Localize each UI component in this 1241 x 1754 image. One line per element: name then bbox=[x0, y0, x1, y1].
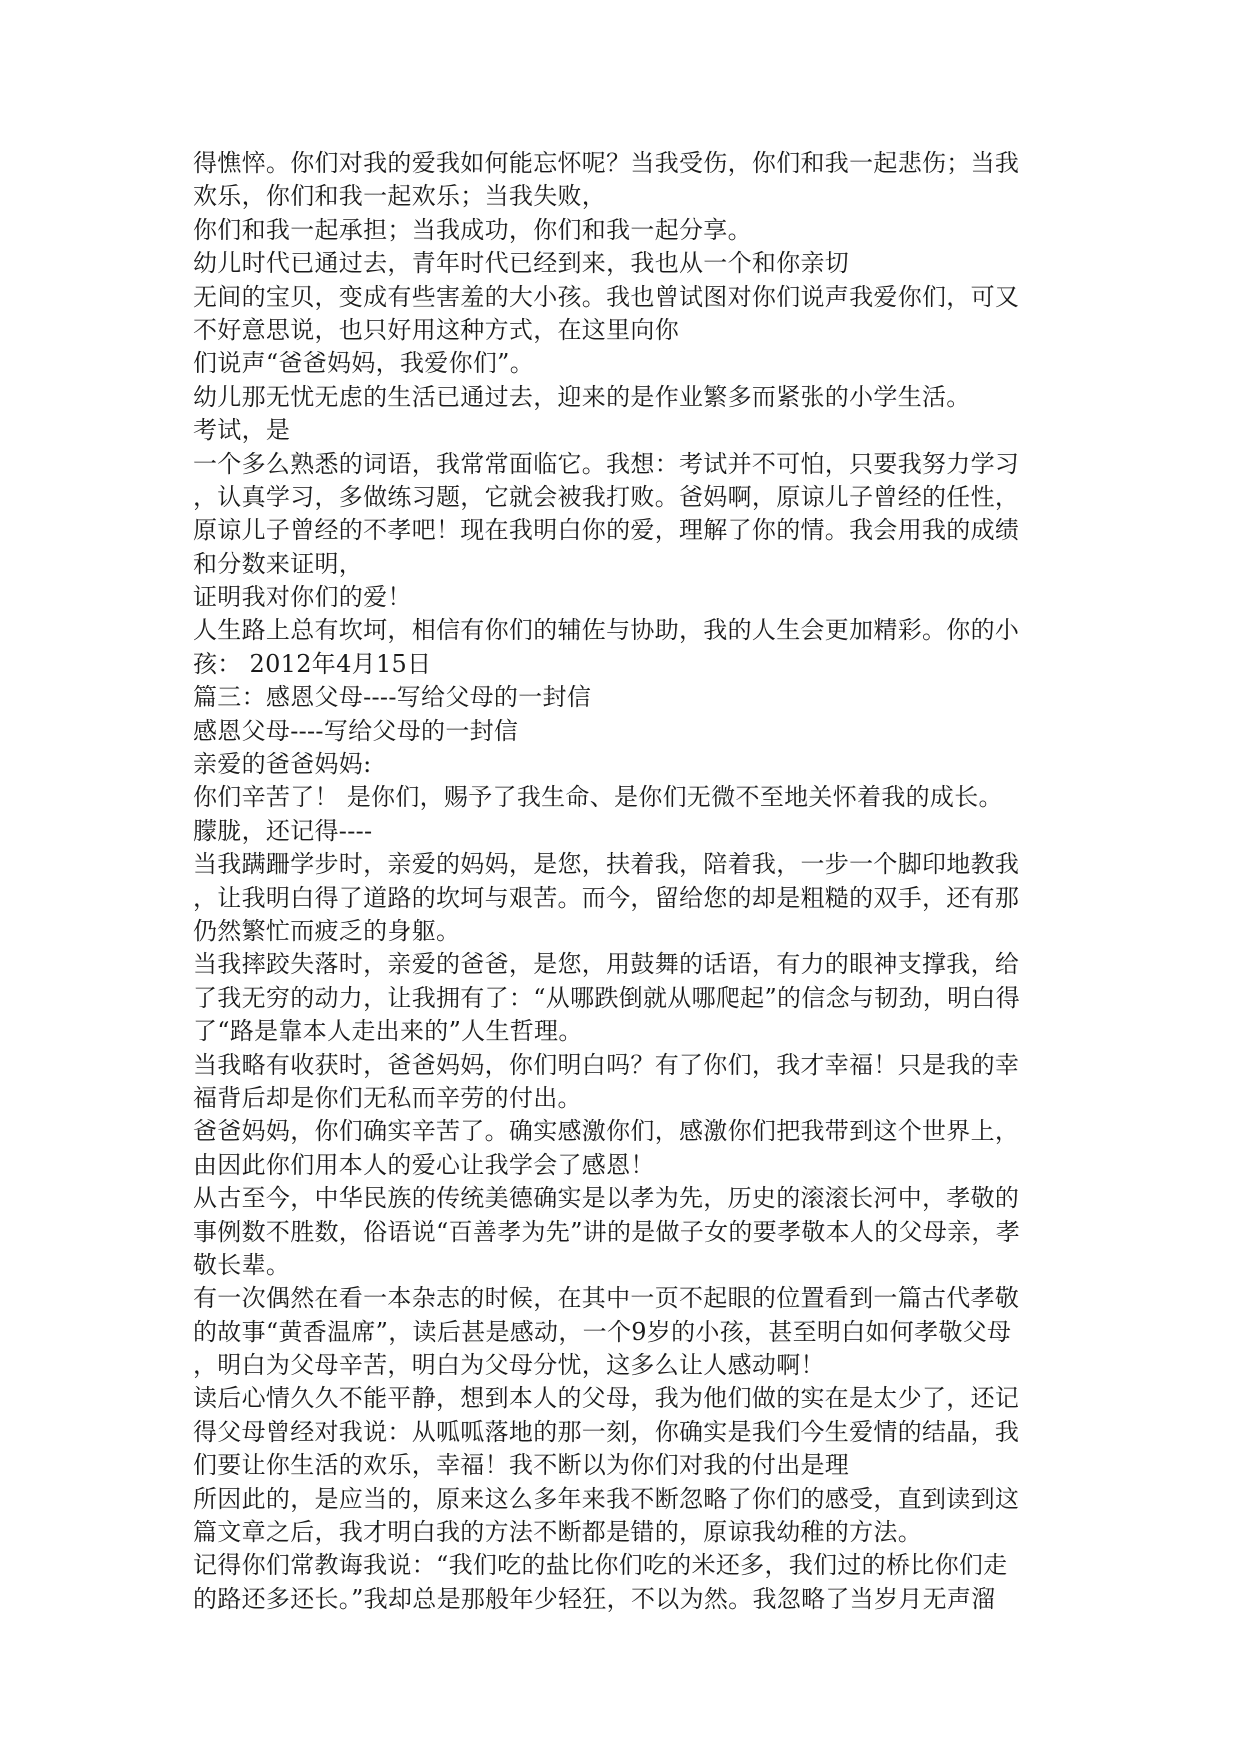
text-line: ，明白为父母辛苦，明白为父母分忧，这多么让人感动啊！ bbox=[193, 1351, 825, 1380]
text-line: 了“路是靠本人走出来的”人生哲理。 bbox=[193, 1017, 583, 1046]
text-line: 从古至今，中华民族的传统美德确实是以孝为先，历史的滚滚长河中，孝敬的 bbox=[193, 1184, 1020, 1213]
text-line: 幼儿时代已通过去，青年时代已经到来，我也从一个和你亲切 bbox=[193, 249, 850, 278]
text-line: 得父母曾经对我说：从呱呱落地的那一刻，你确实是我们今生爱情的结晶，我 bbox=[193, 1417, 1020, 1446]
text-line: 的故事“黄香温席”，读后甚是感动，一个9岁的小孩，甚至明白如何孝敬父母 bbox=[193, 1317, 1012, 1346]
text-line: 记得你们常教诲我说：“我们吃的盐比你们吃的米还多，我们过的桥比你们走 bbox=[193, 1551, 1008, 1580]
text-line: 得憔悴。你们对我的爱我如何能忘怀呢？当我受伤，你们和我一起悲伤；当我 bbox=[193, 149, 1020, 177]
text-line: 你们和我一起承担；当我成功，你们和我一起分享。 bbox=[193, 215, 752, 244]
text-line: 读后心情久久不能平静，想到本人的父母，我为他们做的实在是太少了，还记 bbox=[193, 1384, 1020, 1413]
text-line: 当我蹒跚学步时，亲爱的妈妈，是您，扶着我，陪着我，一步一个脚印地教我 bbox=[193, 850, 1020, 879]
text-line: 福背后却是你们无私而辛劳的付出。 bbox=[193, 1083, 582, 1112]
text-line: 欢乐，你们和我一起欢乐；当我失败， bbox=[193, 182, 607, 211]
text-line: 当我摔跤失落时，亲爱的爸爸，是您，用鼓舞的话语，有力的眼神支撑我，给 bbox=[193, 950, 1020, 979]
text-line: 和分数来证明， bbox=[193, 549, 364, 578]
text-line: 幼儿那无忧无虑的生活已通过去，迎来的是作业繁多而紧张的小学生活。 bbox=[193, 382, 971, 411]
text-line: 们要让你生活的欢乐，幸福！我不断以为你们对我的付出是理 bbox=[193, 1451, 850, 1480]
text-line: ，认真学习，多做练习题，它就会被我打败。爸妈啊，原谅儿子曾经的任性， bbox=[193, 482, 1020, 511]
text-line: 证明我对你们的爱！ bbox=[193, 583, 412, 612]
text-line: 原谅儿子曾经的不孝吧！现在我明白你的爱，理解了你的情。我会用我的成绩 bbox=[193, 516, 1020, 545]
text-line: 敬长辈。 bbox=[193, 1250, 291, 1279]
text-line: 有一次偶然在看一本杂志的时候，在其中一页不起眼的位置看到一篇古代孝敬 bbox=[193, 1284, 1020, 1313]
text-line: 仍然繁忙而疲乏的身躯。 bbox=[193, 916, 461, 945]
text-line: 朦胧，还记得---- bbox=[193, 816, 373, 845]
text-line: 当我略有收获时，爸爸妈妈，你们明白吗？有了你们，我才幸福！只是我的幸 bbox=[193, 1050, 1020, 1079]
text-line: 无间的宝贝，变成有些害羞的大小孩。我也曾试图对你们说声我爱你们，可又 bbox=[193, 282, 1020, 311]
text-line: 的路还多还长。”我却总是那般年少轻狂，不以为然。我忽略了当岁月无声溜 bbox=[193, 1584, 996, 1613]
letter-salutation: 亲爱的爸爸妈妈: bbox=[193, 750, 372, 779]
text-line: 事例数不胜数，俗语说“百善孝为先”讲的是做子女的要孝敬本人的父母亲，孝 bbox=[193, 1217, 1021, 1246]
document-body bbox=[193, 147, 1055, 1616]
text-line: 爸爸妈妈，你们确实辛苦了。确实感激你们，感激你们把我带到这个世界上， bbox=[193, 1117, 1020, 1146]
text-line: 孩： 2012年4月15日 bbox=[193, 649, 432, 678]
text-line: ，让我明白得了道路的坎坷与艰苦。而今，留给您的却是粗糙的双手，还有那 bbox=[193, 883, 1020, 912]
text-line: 们说声“爸爸妈妈，我爱你们”。 bbox=[193, 349, 535, 378]
text-line: 不好意思说，也只好用这种方式，在这里向你 bbox=[193, 315, 679, 344]
text-line: 由因此你们用本人的爱心让我学会了感恩！ bbox=[193, 1150, 655, 1179]
text-line: 了我无穷的动力，让我拥有了：“从哪跌倒就从哪爬起”的信念与韧劲，明白得 bbox=[193, 983, 1021, 1012]
letter-title: 感恩父母----写给父母的一封信 bbox=[193, 716, 519, 745]
text-line: 你们辛苦了！ 是你们，赐予了我生命、是你们无微不至地关怀着我的成长。 bbox=[193, 783, 1003, 812]
text-line: 所因此的，是应当的，原来这么多年来我不断忽略了你们的感受，直到读到这 bbox=[193, 1484, 1020, 1513]
text-line: 考试，是 bbox=[193, 416, 291, 445]
text-line: 人生路上总有坎坷，相信有你们的辅佐与协助，我的人生会更加精彩。你的小 bbox=[193, 616, 1020, 645]
section-heading: 篇三：感恩父母----写给父母的一封信 bbox=[193, 683, 592, 712]
text-line: 篇文章之后，我才明白我的方法不断都是错的，原谅我幼稚的方法。 bbox=[193, 1518, 922, 1547]
text-line: 一个多么熟悉的词语，我常常面临它。我想：考试并不可怕，只要我努力学习 bbox=[193, 449, 1020, 478]
